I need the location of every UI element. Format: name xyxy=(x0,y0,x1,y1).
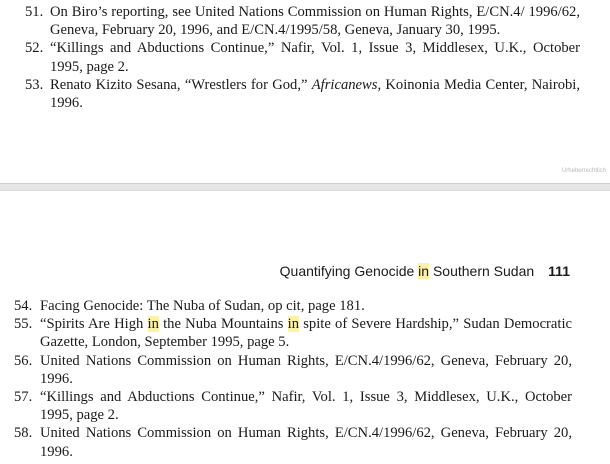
endnote-text xyxy=(50,77,580,111)
endnote-55 xyxy=(0,315,610,351)
endnote-56 xyxy=(0,352,610,388)
endnote-text: On Biro’s reporting, see United Nations Commission on Human Rights, E/CN.4/ 1996/62, Geneva, February 20, 1996, and E/CN.4/1995/58, Geneva, January 30, 1995. xyxy=(50,4,580,39)
endnote-number: 53. xyxy=(25,76,44,93)
endnote-text-segment: the Nuba Mountains xyxy=(158,316,288,333)
endnote-54 xyxy=(0,297,610,315)
endnote-text-segment: “Spirits Are High xyxy=(40,316,148,333)
endnote-text-segment: , Koinonia Media Center, Nairobi, 1996. xyxy=(50,76,580,112)
running-head-title xyxy=(280,263,535,279)
endnote-number: 58. xyxy=(14,425,33,442)
endnote-51 xyxy=(0,3,610,39)
document-page-top xyxy=(0,0,610,183)
page-separator xyxy=(0,183,610,191)
running-head-title-segment: Southern Sudan xyxy=(429,263,535,279)
endnote-text: United Nations Commission on Human Rights, E/CN.4/1996/62, Geneva, February 20, 1996. xyxy=(40,352,572,387)
endnote-number: 57. xyxy=(14,389,33,406)
watermark: Urheberrechtlich xyxy=(561,168,606,174)
endnote-text: United Nations Commission on Human Rights, E/CN.4/1996/62, Geneva, February 20, 1996. xyxy=(40,425,572,460)
search-highlight: in xyxy=(147,316,159,333)
endnote-number: 55. xyxy=(14,316,33,333)
endnote-57 xyxy=(0,388,610,424)
running-head-title-segment: Quantifying Genocide xyxy=(279,263,419,279)
document-page-bottom xyxy=(0,191,610,464)
running-head xyxy=(280,263,570,279)
endnote-text: “Killings and Abductions Continue,” Nafir, Vol. 1, Issue 3, Middlesex, U.K., October 1995, page 2. xyxy=(40,389,572,424)
endnote-number: 56. xyxy=(14,352,33,369)
endnotes-list xyxy=(0,297,610,461)
search-highlight: in xyxy=(418,263,430,279)
endnote-number: 52. xyxy=(25,40,44,57)
endnote-text-segment: Renato Kizito Sesana, “Wrestlers for God,” xyxy=(50,76,312,93)
endnote-number: 54. xyxy=(14,298,33,314)
publication-title: Africanews xyxy=(311,76,378,93)
endnote-text xyxy=(40,316,572,350)
search-highlight: in xyxy=(287,316,300,333)
endnote-52 xyxy=(0,39,610,75)
endnote-number: 51. xyxy=(25,4,44,20)
endnotes-list xyxy=(0,3,610,112)
endnote-text-segment: spite of Severe Hardship,” Sudan Democratic Gazette, London, September 1995, page 5. xyxy=(40,316,572,351)
endnote-text: Facing Genocide: The Nuba of Sudan, op cit, page 181. xyxy=(40,298,365,314)
page-number: 111 xyxy=(548,263,570,279)
endnote-53 xyxy=(0,76,610,112)
endnote-58 xyxy=(0,424,610,460)
endnote-text: “Killings and Abductions Continue,” Nafir, Vol. 1, Issue 3, Middlesex, U.K., October 1995, page 2. xyxy=(50,40,580,75)
